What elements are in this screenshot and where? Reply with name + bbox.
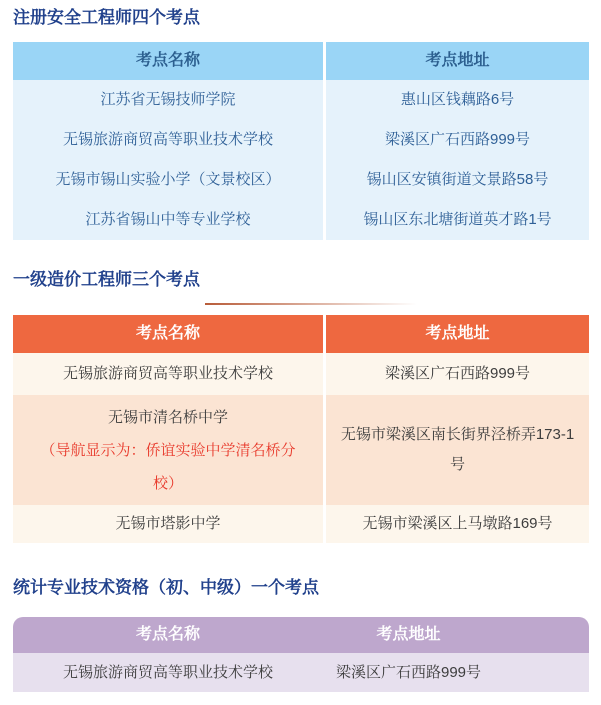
cell-site-name: 无锡旅游商贸高等职业技术学校	[13, 120, 323, 160]
exam-table-statistics	[13, 617, 589, 692]
table-row	[13, 200, 589, 240]
cell-site-address: 惠山区钱藕路6号	[326, 80, 589, 120]
section-heading-safety-engineer: 注册安全工程师四个考点	[13, 8, 200, 27]
cell-site-address: 锡山区东北塘街道英才路1号	[326, 200, 589, 240]
cell-site-address: 梁溪区广石西路999号	[326, 120, 589, 160]
cell-site-name: 无锡市锡山实验小学（文景校区）	[13, 160, 323, 200]
exam-table-safety-engineer	[13, 42, 589, 240]
section-heading-statistics: 统计专业技术资格（初、中级）一个考点	[13, 578, 319, 597]
header-cell-site-name: 考点名称	[13, 315, 323, 353]
table-header-row	[13, 315, 589, 353]
cell-site-name	[13, 395, 323, 505]
table-row	[13, 120, 589, 160]
table-row	[13, 160, 589, 200]
exam-table-cost-engineer	[13, 315, 589, 543]
site-name-text: 无锡市清名桥中学	[107, 408, 228, 426]
table-row-highlighted	[13, 395, 589, 505]
cell-site-name: 无锡旅游商贸高等职业技术学校	[13, 653, 323, 692]
header-cell-site-address: 考点地址	[323, 617, 589, 653]
cell-site-name: 江苏省锡山中等专业学校	[13, 200, 323, 240]
navigation-note-text: （导航显示为：侨谊实验中学清名桥分校）	[40, 441, 296, 492]
cell-site-name: 江苏省无锡技师学院	[13, 80, 323, 120]
cell-site-name: 无锡市塔影中学	[13, 505, 323, 543]
header-cell-site-address: 考点地址	[326, 42, 589, 80]
cell-site-address: 锡山区安镇街道文景路58号	[326, 160, 589, 200]
table-row	[13, 505, 589, 543]
cell-site-address: 无锡市梁溪区上马墩路169号	[326, 505, 589, 543]
cell-site-name: 无锡旅游商贸高等职业技术学校	[13, 353, 323, 395]
header-cell-site-name: 考点名称	[13, 42, 323, 80]
header-cell-site-name: 考点名称	[13, 617, 323, 653]
table-row	[13, 80, 589, 120]
cell-site-address: 梁溪区广石西路999号	[323, 653, 589, 692]
cell-site-address: 无锡市梁溪区南长街界泾桥弄173-1号	[326, 395, 589, 505]
cell-site-address: 梁溪区广石西路999号	[326, 353, 589, 395]
table-row	[13, 353, 589, 395]
table-header-row	[13, 617, 589, 653]
header-cell-site-address: 考点地址	[326, 315, 589, 353]
table-header-row	[13, 42, 589, 80]
section-heading-cost-engineer: 一级造价工程师三个考点	[13, 270, 200, 289]
accent-divider-line	[205, 303, 417, 305]
table-row	[13, 653, 589, 692]
